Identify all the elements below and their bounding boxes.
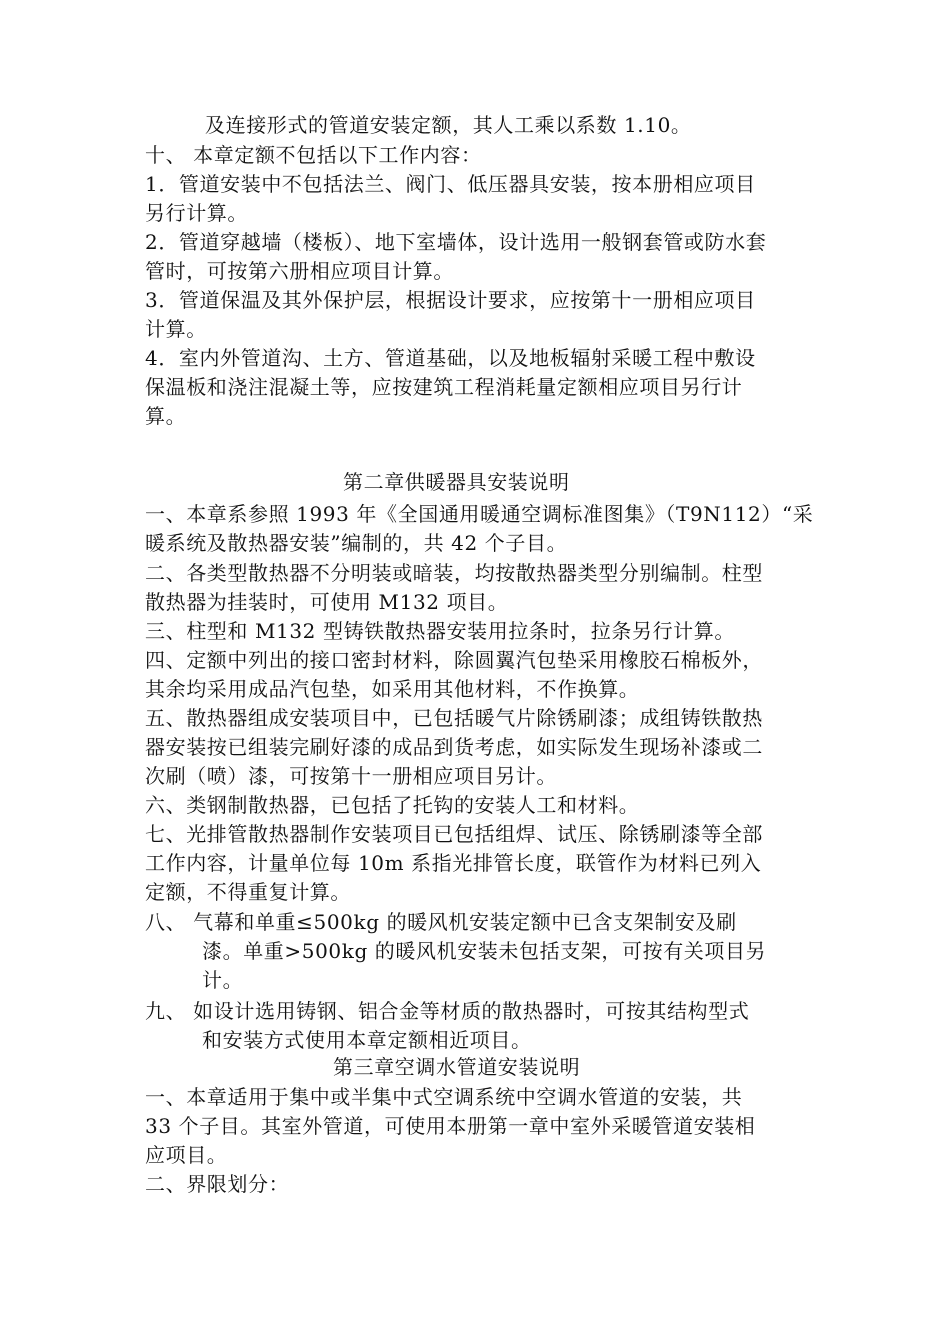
text-line: 其余均采用成品汽包垫，如采用其他材料，不作换算。 <box>145 677 640 701</box>
text-line: 计算。 <box>145 317 207 341</box>
text-line: 应项目。 <box>145 1143 228 1167</box>
text-line: 管时，可按第六册相应项目计算。 <box>145 259 454 283</box>
text-line: 五、散热器组成安装项目中，已包括暖气片除锈刷漆；成组铸铁散热 <box>145 706 763 730</box>
text-line: 三、柱型和 M132 型铸铁散热器安装用拉条时，拉条另行计算。 <box>145 619 735 643</box>
chapter-title: 第二章供暖器具安装说明 <box>343 470 570 494</box>
text-line: 33 个子目。其室外管道，可使用本册第一章中室外采暖管道安装相 <box>145 1114 756 1138</box>
text-line: 一、本章适用于集中或半集中式空调系统中空调水管道的安装，共 <box>145 1085 743 1109</box>
text-line: 六、类钢制散热器，已包括了托钩的安装人工和材料。 <box>145 793 640 817</box>
text-line: 2．管道穿越墙（楼板）、地下室墙体，设计选用一般钢套管或防水套 <box>145 230 767 254</box>
text-line: 一、本章系参照 1993 年《全国通用暖通空调标准图集》（T9N112）“采 <box>145 502 814 526</box>
text-line: 八、 气幕和单重≤500kg 的暖风机安装定额中已含支架制安及刷 <box>145 910 737 934</box>
text-line: 二、各类型散热器不分明装或暗装，均按散热器类型分别编制。柱型 <box>145 561 763 585</box>
text-line: 漆。单重>500kg 的暖风机安装未包括支架，可按有关项目另 <box>202 939 767 963</box>
text-line: 和安装方式使用本章定额相近项目。 <box>202 1028 532 1052</box>
text-line: 定额，不得重复计算。 <box>145 880 351 904</box>
text-line: 九、 如设计选用铸钢、铝合金等材质的散热器时，可按其结构型式 <box>145 999 750 1023</box>
text-line: 1．管道安装中不包括法兰、阀门、低压器具安装，按本册相应项目 <box>145 172 756 196</box>
text-line: 次刷（喷）漆，可按第十一册相应项目另计。 <box>145 764 557 788</box>
text-line: 四、定额中列出的接口密封材料，除圆翼汽包垫采用橡胶石棉板外， <box>145 648 763 672</box>
text-line: 十、 本章定额不包括以下工作内容： <box>145 143 482 167</box>
text-line: 工作内容，计量单位每 10m 系指光排管长度，联管作为材料已列入 <box>145 851 762 875</box>
text-line: 二、界限划分： <box>145 1172 290 1196</box>
text-line: 散热器为挂装时，可使用 M132 项目。 <box>145 590 509 614</box>
text-line: 暖系统及散热器安装”编制的，共 42 个子目。 <box>145 531 568 555</box>
text-line: 3．管道保温及其外保护层，根据设计要求，应按第十一册相应项目 <box>145 288 756 312</box>
text-line: 算。 <box>145 404 187 428</box>
text-line: 另行计算。 <box>145 201 248 225</box>
text-line: 器安装按已组装完刷好漆的成品到货考虑，如实际发生现场补漆或二 <box>145 735 763 759</box>
text-line: 保温板和浇注混凝土等，应按建筑工程消耗量定额相应项目另行计 <box>145 375 743 399</box>
text-line: 七、光排管散热器制作安装项目已包括组焊、试压、除锈刷漆等全部 <box>145 822 763 846</box>
text-line: 4．室内外管道沟、土方、管道基础，以及地板辐射采暖工程中敷设 <box>145 346 756 370</box>
text-line: 及连接形式的管道安装定额，其人工乘以系数 1.10。 <box>205 113 692 137</box>
chapter-title: 第三章空调水管道安装说明 <box>333 1055 581 1079</box>
text-line: 计。 <box>202 968 244 992</box>
